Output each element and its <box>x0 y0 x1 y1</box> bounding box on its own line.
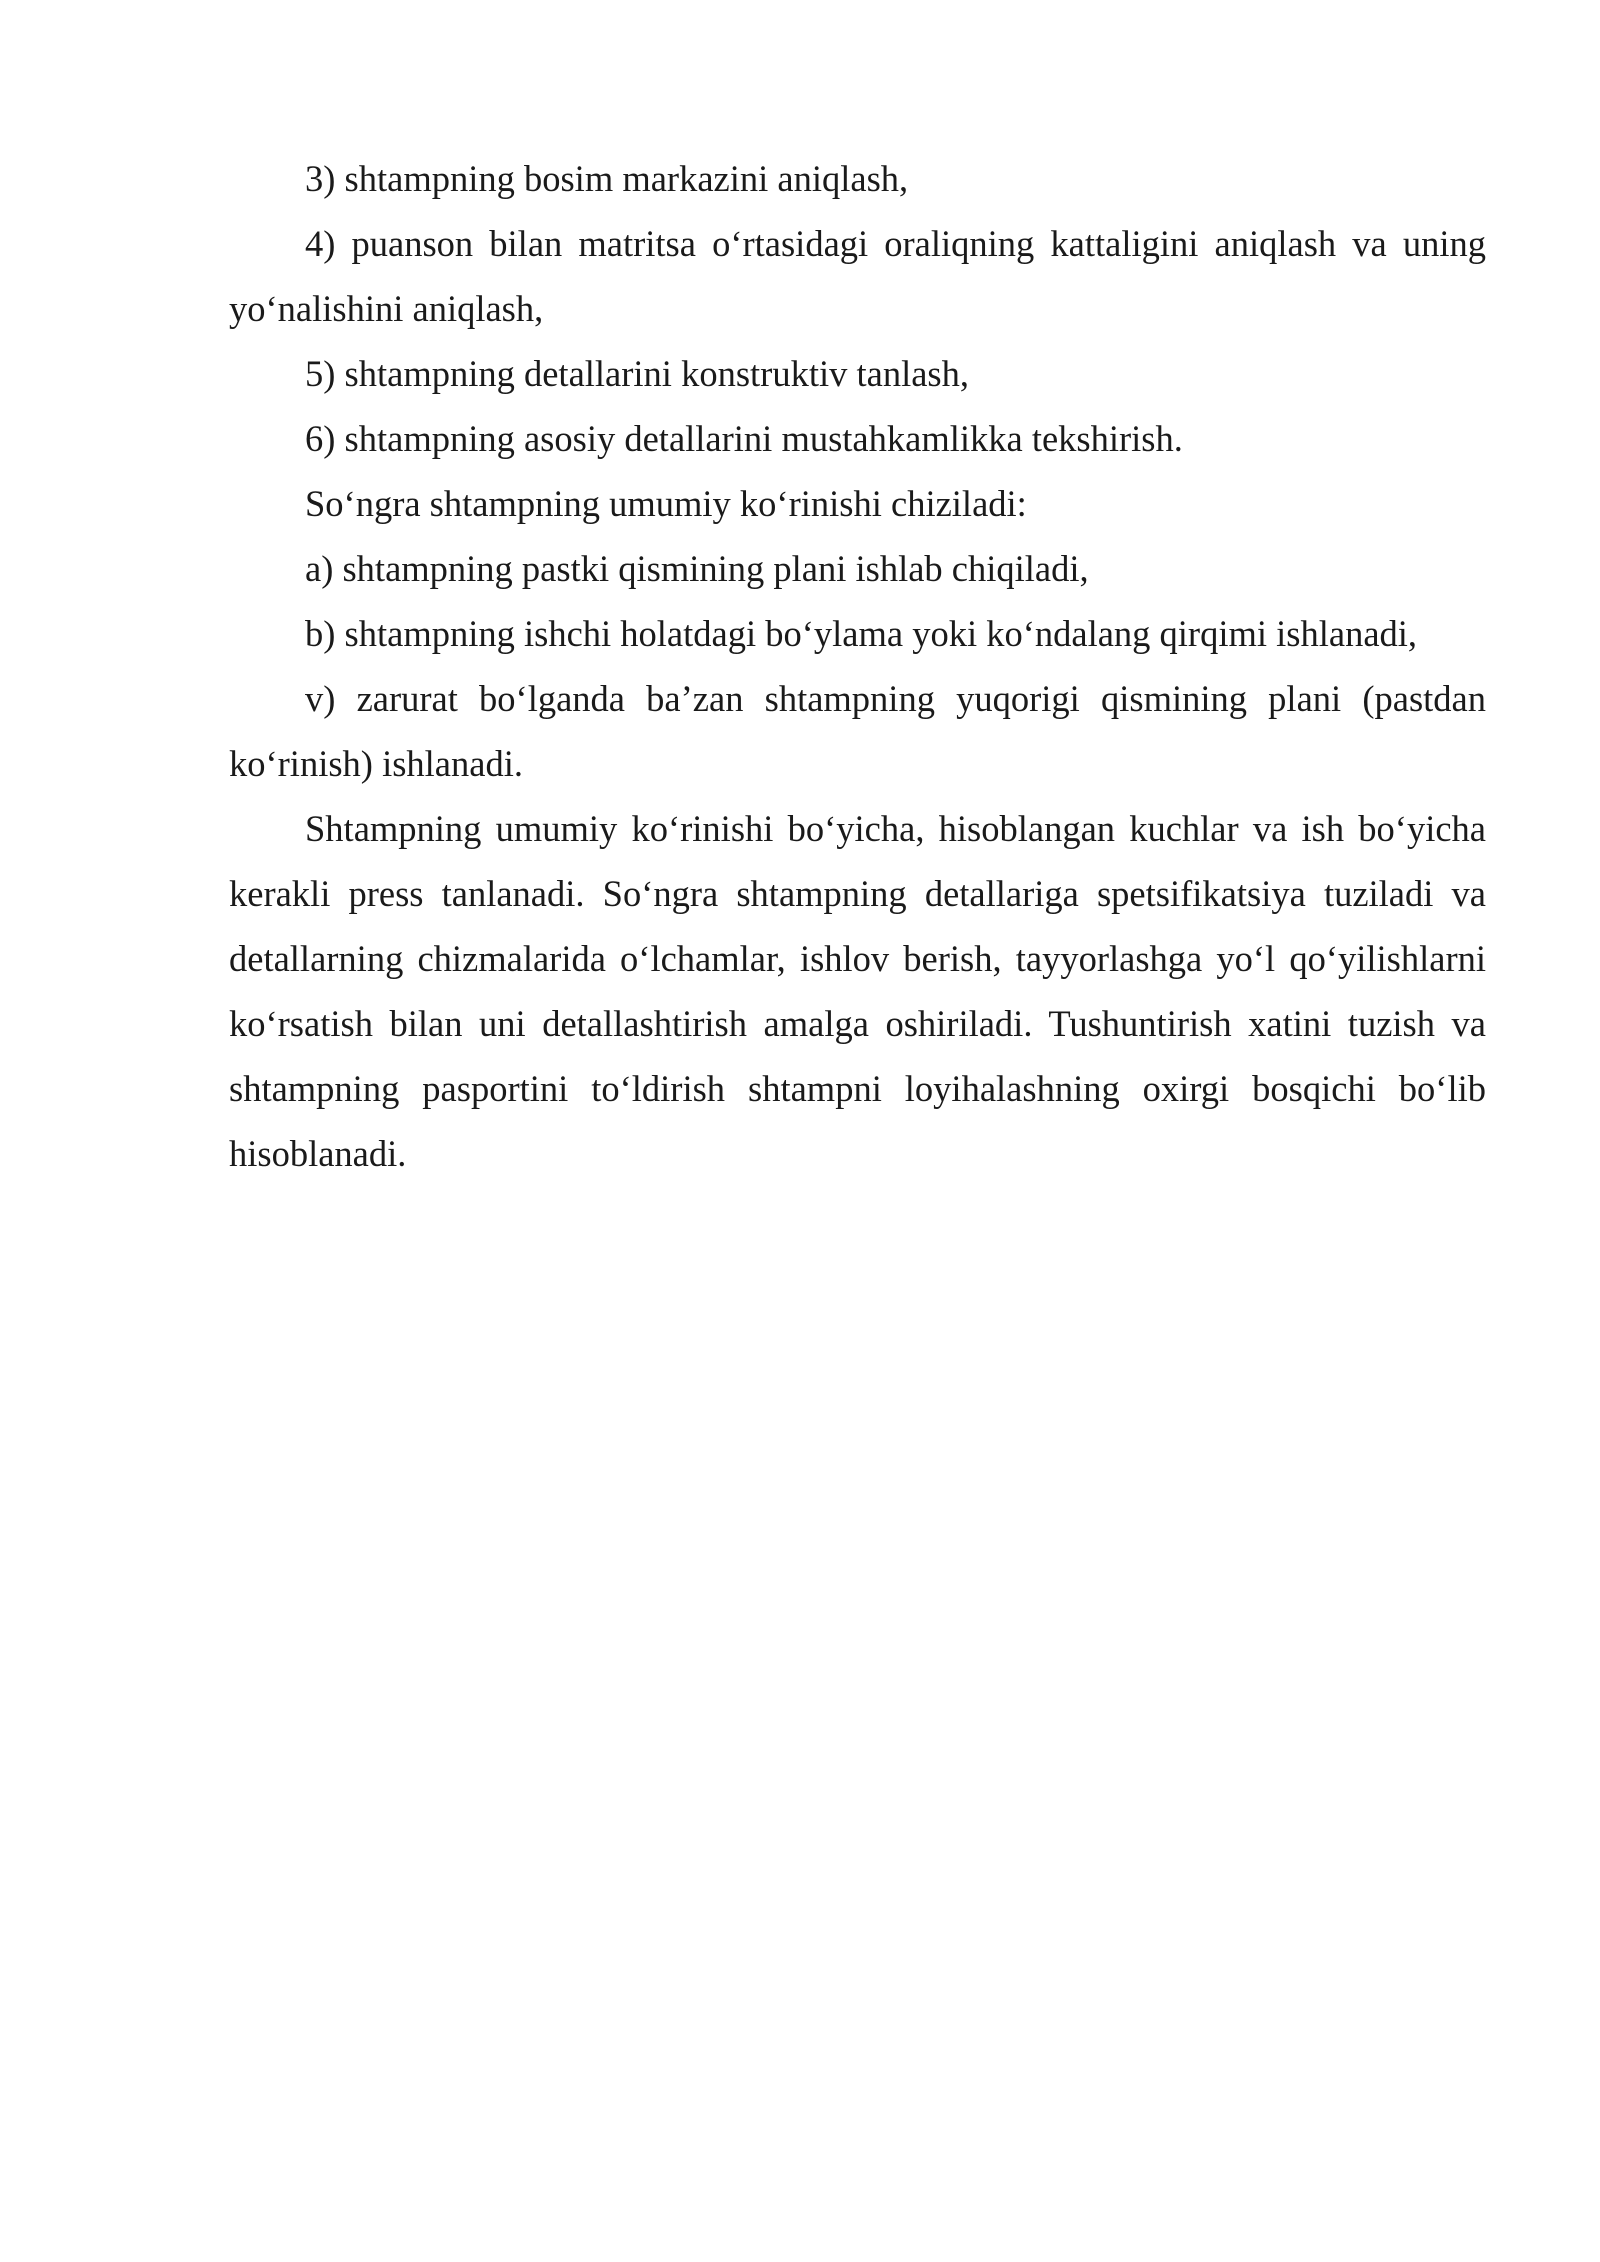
list-item-a: a) shtampning pastki qismining plani ishlab chiqiladi, <box>305 548 1089 589</box>
list-item-4: 4) puanson bilan matritsa o‘rtasidagi oraliqning kattaligini aniqlash va uning yo‘nalishini aniqlash, <box>229 223 1486 329</box>
list-item-5: 5) shtampning detallarini konstruktiv tanlash, <box>305 353 969 394</box>
list-item-v: v) zarurat bo‘lganda ba’zan shtampning yuqorigi qismining plani (pastdan ko‘rinish) ishlanadi. <box>229 678 1486 784</box>
list-item-b: b) shtampning ishchi holatdagi bo‘ylama yoki ko‘ndalang qirqimi ishlanadi, <box>305 613 1418 654</box>
section-intro: So‘ngra shtampning umumiy ko‘rinishi chiziladi: <box>305 483 1027 524</box>
list-item-6: 6) shtampning asosiy detallarini mustahkamlikka tekshirish. <box>305 418 1183 459</box>
document-body <box>229 146 1486 1186</box>
list-item-3: 3) shtampning bosim markazini aniqlash, <box>305 158 909 199</box>
closing-paragraph: Shtampning umumiy ko‘rinishi bo‘yicha, hisoblangan kuchlar va ish bo‘yicha kerakli press tanlanadi. So‘ngra shtampning detallariga spetsifikatsiya tuziladi va detallarning chizmalarida o‘lchamlar, ishlov berish, tayyorlashga yo‘l qo‘yilishlarni ko‘rsatish bilan uni detallashtirish amalga oshiriladi. Tushuntirish xatini tuzish va shtampning pasportini to‘ldirish shtampni loyihalashning oxirgi bosqichi bo‘lib hisoblanadi. <box>229 808 1486 1174</box>
